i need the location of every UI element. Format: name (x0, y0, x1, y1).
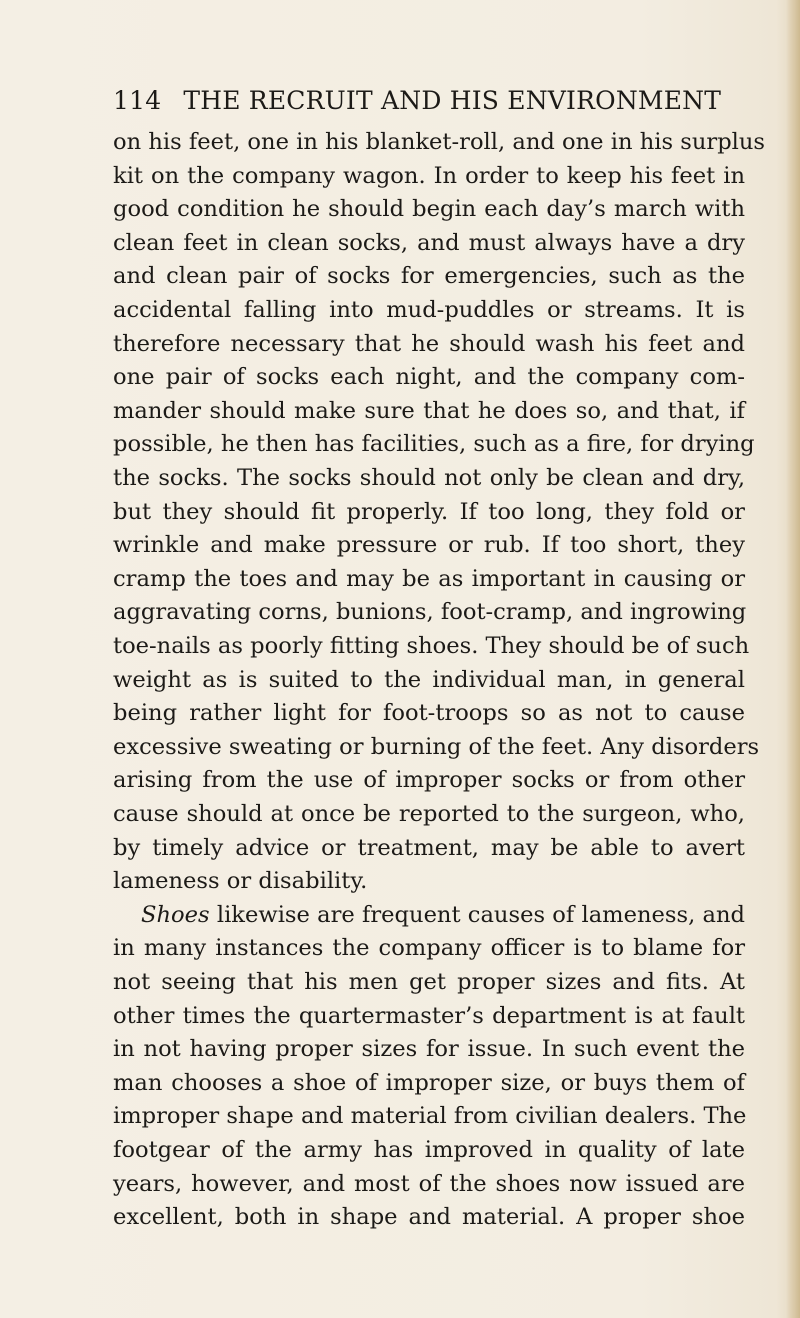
page-number: 114 (113, 86, 162, 115)
text-line: accidental falling into mud-puddles or streams. It is (113, 297, 745, 323)
text-line: clean feet in clean socks, and must always have a dry (113, 230, 745, 256)
text-line: excellent, both in shape and material. A proper shoe (113, 1204, 745, 1230)
text-line: kit on the company wagon. In order to keep his feet in (113, 163, 745, 189)
text-line: but they should fit properly. If too long, they fold or (113, 499, 745, 525)
text-line: not seeing that his men get proper sizes and fits. At (113, 969, 745, 995)
text-line: in many instances the company officer is to blame for (113, 935, 745, 961)
text-line: therefore necessary that he should wash his feet and (113, 331, 745, 357)
text-line: mander should make sure that he does so, and that, if (113, 398, 745, 424)
text-line: by timely advice or treatment, may be able to avert (113, 835, 745, 861)
text-line: good condition he should begin each day’s march with (113, 196, 745, 222)
running-title: THE RECRUIT AND HIS ENVIRONMENT (183, 86, 722, 115)
text-line: and clean pair of socks for emergencies, such as the (113, 263, 745, 289)
text-line: excessive sweating or burning of the feet. Any disorders (113, 734, 760, 760)
paragraph-first-line (141, 900, 745, 930)
text-line: one pair of socks each night, and the company com- (113, 364, 745, 390)
text-line: weight as is suited to the individual man, in general (113, 667, 745, 693)
text-line: cramp the toes and may be as important in causing or (113, 566, 745, 592)
text-line: other times the quartermaster’s department is at fault (113, 1003, 745, 1029)
text-line: improper shape and material from civilian dealers. The (113, 1103, 747, 1129)
text-line: the socks. The socks should not only be clean and dry, (113, 465, 745, 491)
text-line: man chooses a shoe of improper size, or buys them of (113, 1070, 745, 1096)
paragraph-first-line-rest: likewise are frequent causes of lameness, and (209, 902, 745, 928)
text-line: lameness or disability. (113, 868, 368, 894)
text-line: on his feet, one in his blanket-roll, and one in his surplus (113, 129, 766, 155)
text-line: aggravating corns, bunions, foot-cramp, and ingrowing (113, 599, 747, 625)
text-line: years, however, and most of the shoes now issued are (113, 1171, 745, 1197)
page-edge-shadow (786, 0, 800, 1318)
text-line: arising from the use of improper socks or from other (113, 767, 745, 793)
text-line: wrinkle and make pressure or rub. If too short, they (113, 532, 745, 558)
text-line: being rather light for foot-troops so as not to cause (113, 700, 745, 726)
text-line: footgear of the army has improved in quality of late (113, 1137, 745, 1163)
text-line: in not having proper sizes for issue. In such event the (113, 1036, 745, 1062)
text-line: cause should at once be reported to the surgeon, who, (113, 801, 745, 827)
italic-lead-word: Shoes (141, 902, 210, 928)
text-line: possible, he then has facilities, such as a fire, for drying (113, 431, 755, 457)
text-line: toe-nails as poorly fitting shoes. They should be of such (113, 633, 750, 659)
running-head (113, 86, 743, 116)
